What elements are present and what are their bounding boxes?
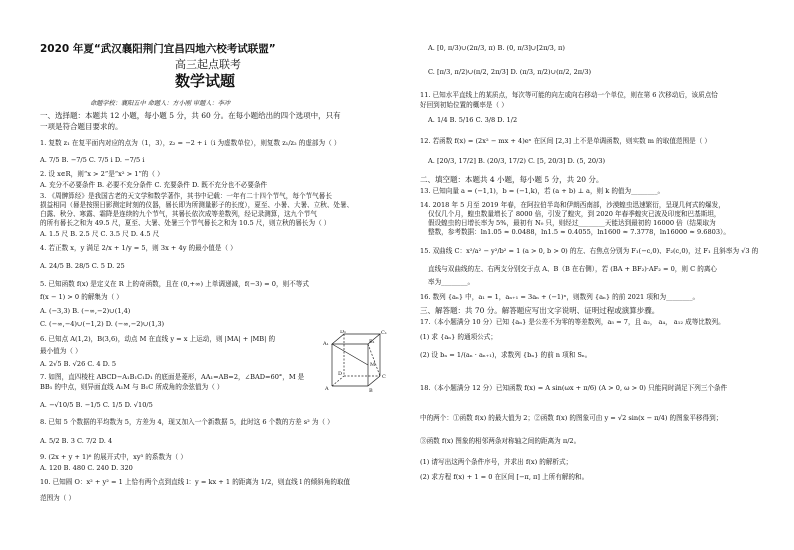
author-line: 命题学校：襄阳五中 命题人：方小刚 审题人：李冲 [90,100,231,107]
question-3-text: 损益相同（晷是按照日影测定时刻的仪器，晷长即为所测量影子的长度），夏至、小暑、大暑、立秋、处暑、 [40,201,354,209]
question-11-options: A. 1/4 B. 5/16 C. 3/8 D. 1/2 [428,116,518,124]
question-2-options: A. 充分不必要条件 B. 必要不充分条件 C. 充要条件 D. 既不充分也不必要条件 [40,181,268,189]
prism-figure [318,330,394,394]
section-heading: 一、选择题：本题共 12 小题，每小题 5 分，共 60 分。在每小题给出的四个选项中，只有 [40,111,341,120]
question-15: 15. 双曲线 C：x²/a² − y²/b² = 1 (a > 0, b > 0) 的左、右焦点分别为 F₁(−c,0)、F₂(c,0)，过 F₁ 且斜率为 √3 的 [420,247,759,255]
question-4: 4. 若正数 x，y 满足 2/x + 1/y = 5，则 3x + 4y 的最小值是（ ） [40,244,237,252]
question-14-text: 仅仅几个月，蝗虫数量增长了 8000 倍，引发了蝗灾，到 2020 年春季蝗灾已波及印度和巴基斯坦， [428,210,721,218]
question-7-text: BB₁ 的中点，则异面直线 A₁M 与 B₁C 所成角的余弦值为（ ） [40,383,224,391]
label-b1: B₁ [369,339,375,345]
question-16: 16. 数列 {aₙ} 中，a₁ = 1，aₙ₊₁ = 3aₙ + (−1)ⁿ，则数列 {aₙ} 的前 2021 项和为________。 [420,293,700,301]
question-8-options: A. 5/2 B. 3 C. 7/2 D. 4 [40,437,113,445]
text-line: 一项是符合题目要求的。 [40,122,123,131]
question-11-text: 好回到初始位置的概率是（ ） [420,101,508,109]
question-18-part-2: (2) 求方程 f(x) + 1 = 0 在区间 [−π, π] 上所有解的和。 [420,473,589,481]
label-d1: D₁ [340,330,347,335]
question-13: 13. 已知向量 a = (−1,1)，b = (−1,k)，若 (a + b) ⊥ a，则 k 的值为________。 [420,187,665,195]
question-3-text: 白露、秋分、寒露、霜降是连续的九个节气，其晷长依次成等差数列，经记录测算，这九个节气 [40,210,317,218]
question-2: 2. 设 x∈R，则“x > 2”是“x² > 1”的（ ） [40,170,164,178]
question-14-text: 整数，参考数据：ln1.05 ≈ 0.0488，ln1.5 ≈ 0.4055，ln1600 ≈ 7.3778，ln16000 ≈ 9.6803）。 [428,228,730,236]
question-12-options: A. [20/3, 17/2] B. (20/3, 17/2) C. [5, 20/3] D. (5, 20/3) [428,157,606,165]
question-1: 1. 复数 z₁ 在复平面内对应的点为（1，3），z₂ = −2 + i（i 为虚数单位），则复数 z₁/z₂ 的虚部为（ ） [40,139,341,147]
question-6-options: A. 2√5 B. √26 C. 4 D. 5 [40,360,117,368]
question-9: 9. (2x + y + 1)⁶ 的展开式中，xy³ 的系数为（ ） [40,453,187,461]
label-c: C [382,374,386,380]
question-6: 6. 已知点 A(1,2)，B(3,6)，动点 M 在直线 y = x 上运动，则 |MA| + |MB| 的 [40,335,276,343]
label-b: B [369,388,373,394]
question-18-text: 中的两个：①函数 f(x) 的最大值为 2；②函数 f(x) 的图象可由 y = √2 sin(x − π/4) 的图象平移得到； [420,414,723,422]
label-d: D [338,371,343,377]
question-18-part-1: (1) 请写出这两个条件序号，并求出 f(x) 的解析式； [420,458,573,466]
question-5-options: A. (−3,3) B. (−∞,−2)∪(1,4) [40,307,131,315]
section-heading: 三、解答题：共 70 分。解答题应写出文字说明、证明过程或演算步骤。 [420,306,660,315]
question-17-part-1: (1) 求 {aₙ} 的通项公式； [420,333,497,341]
exam-union-title: 2020 年夏“武汉襄阳荆门宜昌四地六校考试联盟” [40,43,276,55]
prism-hidden-edge [332,376,344,386]
segment-b1c [368,344,380,376]
label-a: A [325,386,329,392]
segment-a1m [332,344,368,365]
question-15-text: 直线与双曲线的左、右两支分别交于点 A、B（B 在右侧），若 (BA + BF₂)·AF₂ = 0，则 C 的离心 [428,265,718,273]
question-11: 11. 已知水平直线上的某质点，每次等可能的向左或向右移动一个单位，则在第 6 次移动后，该质点恰 [420,91,718,99]
question-8: 8. 已知 5 个数据的平均数为 5，方差为 4，现又加入一个新数据 5，此时这 6 个数的方差 s² 为（ ） [40,418,334,426]
question-5-text: f(x − 1) > 0 的解集为（ ） [40,293,123,301]
question-10-text: 范围为（ ） [40,494,76,502]
question-15-text: 率为________。 [428,278,475,286]
question-5-options: C. (−∞,−4)∪(−1,2) D. (−∞,−2)∪(1,3) [40,320,165,328]
question-1-options: A. 7/5 B. −7/5 C. 7/5 i D. −7/5 i [40,156,145,164]
question-3-options: A. 1.5 尺 B. 2.5 尺 C. 3.5 尺 D. 4.5 尺 [40,230,160,238]
label-m: M [370,362,376,368]
exam-subtitle: 高三起点联考 [175,58,241,71]
label-a1: A₁ [323,341,329,347]
question-14: 14. 2018 年 5 月至 2019 年春，在阿拉伯半岛和伊朗西南部，沙漠蝗虫迅速繁衍，呈现几何式的爆发， [420,201,725,209]
question-17: 17.（本小题满分 10 分）已知 {aₙ} 是公差不为零的等差数列，a₅ = 7，且 a₂， a₄， a₁₂ 成等比数列。 [420,318,725,326]
question-10-options: A. [0, π/3)∪(2π/3, π) B. (0, π/3]∪[2π/3, π) [428,44,565,52]
question-9-options: A. 120 B. 480 C. 240 D. 320 [40,464,133,472]
section-heading: 二、填空题：本题共 4 小题，每小题 5 分，共 20 分。 [420,175,604,184]
question-6-text: 最小值为（ ） [40,347,82,355]
prism-edge [368,376,380,386]
question-14-text: 假设蝗虫的日增长率为 5%，最初有 N₀ 只，则经过________天能达到最初的 16000 倍（结果取为 [428,219,716,227]
right-column [400,0,794,550]
question-12: 12. 若函数 f(x) = (2x² − mx + 4)eˣ 在区间 [2,3] 上不是单调函数，则实数 m 的取值范围是（ ） [420,137,711,145]
question-4-options: A. 24/5 B. 28/5 C. 5 D. 25 [40,262,125,270]
question-5: 5. 已知函数 f(x) 是定义在 R 上的奇函数，且在 (0,+∞) 上单调递减，f(−3) = 0，则不等式 [40,280,309,288]
question-10-options: C. [π/3, π/2)∪(π/2, 2π/3] D. (π/3, π/2)∪(π/2, 2π/3) [428,68,592,76]
question-3-text: 的所有晷长之和为 49.5 尺，夏至、大暑、处暑三个节气晷长之和为 10.5 尺，则立秋的晷长为（ ） [40,219,331,227]
question-18-text: ③函数 f(x) 图象的相邻两条对称轴之间的距离为 π/2。 [420,437,581,445]
question-7-options: A. −√10/5 B. −1/5 C. 1/5 D. √10/5 [40,401,153,409]
question-17-part-2: (2) 设 bₙ = 1/(aₙ · aₙ₊₁)，求数列 {bₙ} 的前 n 项和 Sₙ。 [420,351,592,359]
question-7: 7. 如图，直四棱柱 ABCD−A₁B₁C₁D₁ 的底面是菱形，AA₁=AB=2，∠BAD=60°，M 是 [40,373,305,381]
page-title: 数学试题 [175,72,236,90]
question-10: 10. 已知圆 O：x² + y² = 1 上恰有两个点到直线 l：y = kx + 1 的距离为 1/2，则直线 l 的倾斜角的取值 [40,478,351,486]
question-18: 18.（本小题满分 12 分）已知函数 f(x) = A sin(ωx + π/6) (A > 0, ω > 0) 只能同时满足下列三个条件 [420,384,728,392]
question-3: 3. 《周髀算经》是我国古老的天文学和数学著作，其书中记载：一年有二十四个节气，每个节气晷长 [40,192,332,200]
label-c1: C₁ [381,330,387,336]
left-column [0,0,395,550]
